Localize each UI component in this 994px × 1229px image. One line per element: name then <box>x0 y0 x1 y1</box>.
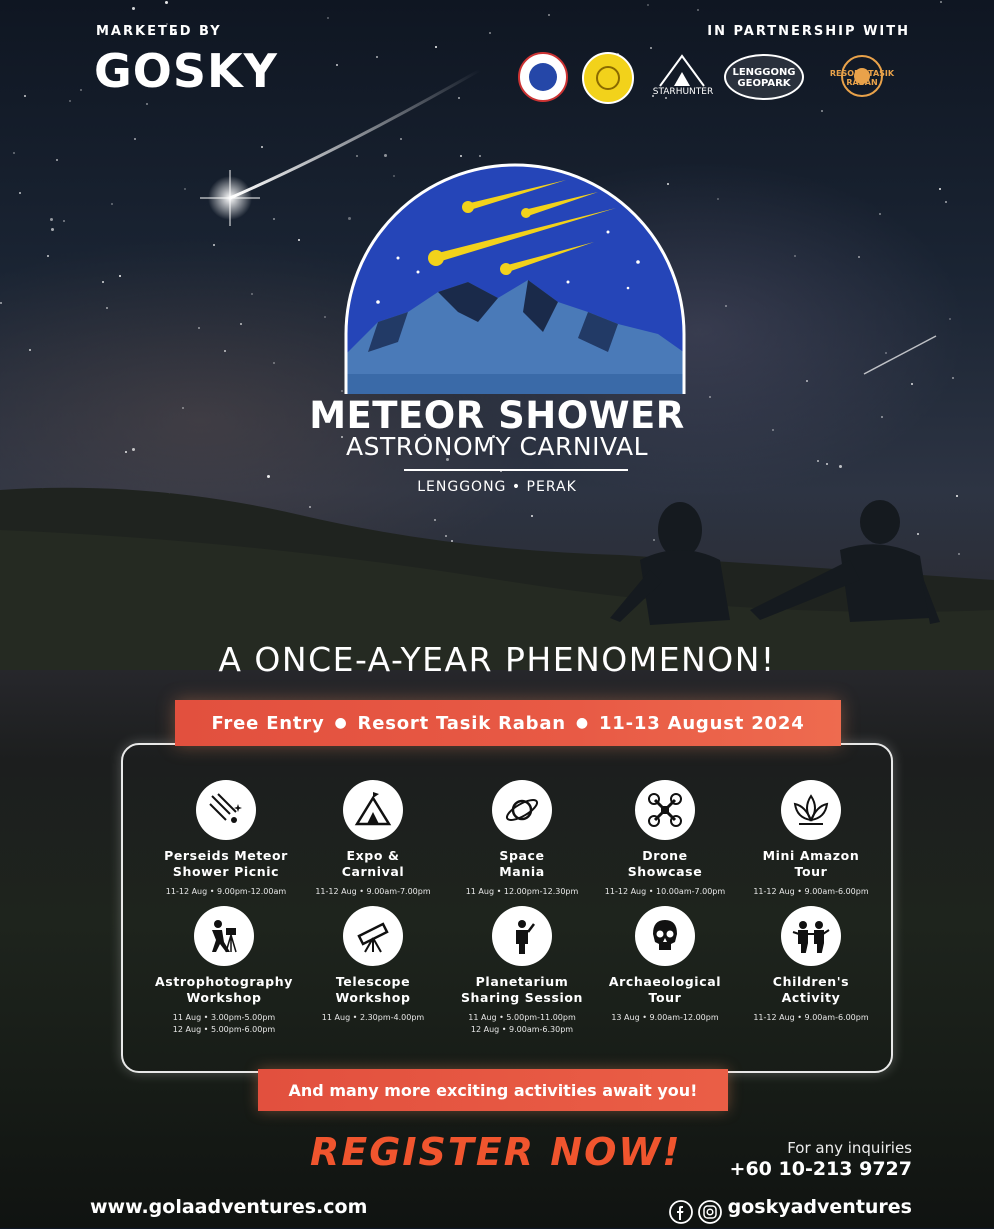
inquiries-label: For any inquiries <box>787 1139 912 1157</box>
star <box>165 1 168 4</box>
star <box>324 316 326 318</box>
website-link[interactable]: www.golaadventures.com <box>90 1196 368 1218</box>
star <box>134 138 136 140</box>
star <box>80 89 82 91</box>
activity-time: 11 Aug • 3.00pm-5.00pm 12 Aug • 5.00pm-6.00pm <box>172 1013 276 1034</box>
planet-icon <box>492 780 552 840</box>
star <box>106 307 108 309</box>
activity-name: Planetarium Sharing Session <box>460 974 584 1005</box>
activity-time: 11-12 Aug • 10.00am-7.00pm <box>604 887 726 896</box>
marketed-by-label: MARKETED BY <box>96 24 222 39</box>
star <box>13 152 15 154</box>
event-location: LENGGONG • PERAK <box>417 479 577 495</box>
activity-item <box>298 906 448 1024</box>
star <box>821 110 823 112</box>
star <box>224 350 226 352</box>
star <box>949 318 951 320</box>
social-icons <box>668 1199 726 1225</box>
partnership-label: IN PARTNERSHIP WITH <box>707 24 910 39</box>
activity-item <box>736 906 886 1024</box>
gosky-logo: GOSKY <box>94 44 278 98</box>
star <box>251 293 253 295</box>
lenggong-geopark-logo: LENGGONG GEOPARK <box>724 54 804 100</box>
title-divider <box>404 469 628 471</box>
star <box>794 255 796 257</box>
children-icon <box>781 906 841 966</box>
activity-item <box>149 906 299 1036</box>
activity-time: 11-12 Aug • 9.00am-6.00pm <box>753 1013 869 1022</box>
activity-name: Children's Activity <box>772 974 850 1005</box>
star <box>858 256 860 258</box>
activity-time: 11 Aug • 12.00pm-12.30pm <box>465 887 579 896</box>
star <box>29 349 31 351</box>
activity-item <box>590 906 740 1024</box>
activity-name: Expo & Carnival <box>341 848 405 879</box>
skull-icon <box>635 906 695 966</box>
shooting-star-small <box>860 330 940 380</box>
star <box>725 305 727 307</box>
star <box>24 95 26 97</box>
activity-item <box>590 780 740 898</box>
activity-name: Drone Showcase <box>627 848 703 879</box>
star <box>240 323 242 325</box>
star <box>548 14 550 16</box>
meteor-shower-emblem <box>338 162 692 394</box>
activity-item <box>298 780 448 898</box>
instagram-icon[interactable] <box>699 1201 721 1223</box>
star <box>56 159 58 161</box>
star <box>69 100 71 102</box>
tagline: A ONCE-A-YEAR PHENOMENON! <box>218 640 776 679</box>
stargazing-couple-silhouette <box>580 500 950 635</box>
star <box>198 327 200 329</box>
star <box>879 213 881 215</box>
star <box>111 203 113 205</box>
star <box>119 275 121 277</box>
activity-item <box>447 906 597 1036</box>
star <box>940 1 942 3</box>
photographer-icon <box>194 906 254 966</box>
star <box>50 218 53 221</box>
star <box>435 46 437 48</box>
star <box>132 7 135 10</box>
activity-name: Mini Amazon Tour <box>762 848 860 879</box>
activity-name: Telescope Workshop <box>335 974 411 1005</box>
activity-item <box>151 780 301 898</box>
star <box>327 17 329 19</box>
facebook-icon[interactable] <box>670 1201 692 1223</box>
star <box>489 32 491 34</box>
astronomy-society-logo <box>582 52 634 104</box>
star <box>376 56 378 58</box>
event-subtitle: ASTRONOMY CARNIVAL <box>346 432 648 461</box>
star <box>19 192 21 194</box>
star <box>51 228 54 231</box>
star <box>806 380 808 382</box>
activity-time: 11-12 Aug • 9.00am-7.00pm <box>315 887 431 896</box>
star <box>273 362 275 364</box>
activity-name: Space Mania <box>499 848 545 879</box>
activity-time: 13 Aug • 9.00am-12.00pm <box>611 1013 719 1022</box>
star <box>0 302 2 304</box>
activity-item <box>447 780 597 898</box>
star <box>952 377 954 379</box>
activity-time: 11-12 Aug • 9.00pm-12.00am <box>165 887 287 896</box>
social-handle[interactable]: goskyadventures <box>727 1196 912 1218</box>
activity-time: 11-12 Aug • 9.00am-6.00pm <box>753 887 869 896</box>
activity-time: 11 Aug • 5.00pm-11.00pm 12 Aug • 9.00am-6.30pm <box>468 1013 576 1034</box>
partner-logos <box>512 48 912 108</box>
star <box>298 239 300 241</box>
activity-item <box>736 780 886 898</box>
star <box>213 244 215 246</box>
telescope-icon <box>343 906 403 966</box>
dates-label: 11-13 August 2024 <box>598 712 805 734</box>
activity-name: Astrophotography Workshop <box>155 974 293 1005</box>
star <box>826 463 828 465</box>
event-title: METEOR SHOWER <box>309 394 685 437</box>
activity-time: 11 Aug • 2.30pm-4.00pm <box>321 1013 425 1022</box>
lotus-icon <box>781 780 841 840</box>
activity-name: Archaeological Tour <box>608 974 722 1005</box>
star <box>945 201 947 203</box>
star <box>839 465 842 468</box>
activity-name: Perseids Meteor Shower Picnic <box>164 848 288 879</box>
star <box>697 9 699 11</box>
starhunter-text: STARHUNTER <box>652 87 714 97</box>
star <box>717 198 719 200</box>
star <box>47 255 49 257</box>
tent-icon <box>343 780 403 840</box>
phone-number[interactable]: +60 10-213 9727 <box>729 1158 912 1180</box>
star <box>63 220 65 222</box>
meteor-icon <box>196 780 256 840</box>
resort-tasik-raban-logo: RESORT TASIK RABAN <box>814 50 910 106</box>
drone-icon <box>635 780 695 840</box>
more-activities-banner: And many more exciting activities await you! <box>258 1069 728 1111</box>
register-now-button[interactable]: REGISTER NOW! <box>310 1130 682 1174</box>
event-info-banner <box>175 700 841 746</box>
star <box>911 383 913 385</box>
star <box>146 103 148 105</box>
venue-label: Resort Tasik Raban <box>357 712 566 734</box>
star <box>647 4 649 6</box>
bullet-separator: ● <box>575 715 589 731</box>
mountain-icon <box>648 50 718 90</box>
star <box>939 188 941 190</box>
presenter-icon <box>492 906 552 966</box>
bullet-separator: ● <box>334 715 348 731</box>
star <box>102 281 104 283</box>
planetarium-seal-logo <box>518 52 568 102</box>
starhunter-logo <box>648 50 718 106</box>
free-entry-label: Free Entry <box>211 712 325 734</box>
